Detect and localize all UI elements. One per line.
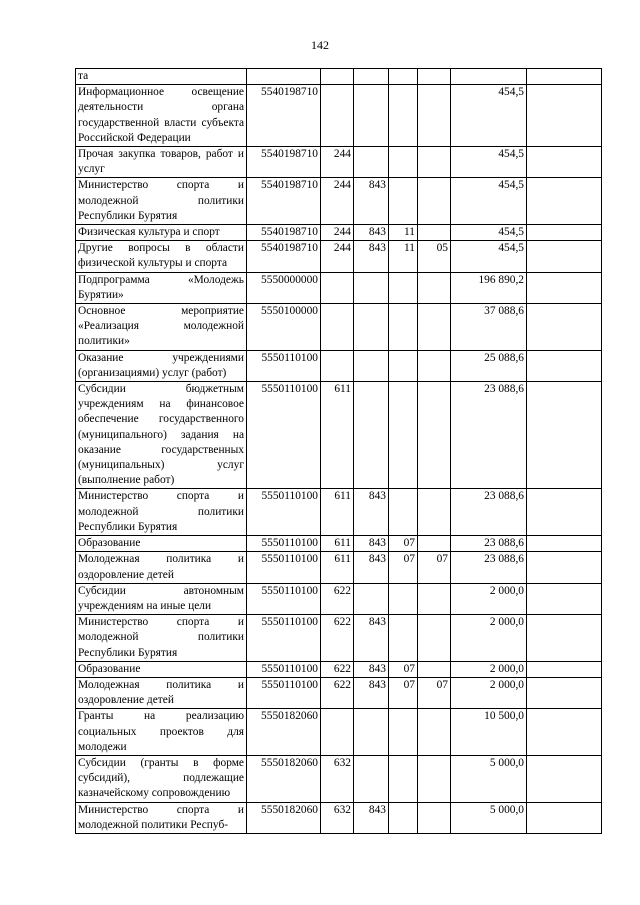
table-row [76, 661, 602, 677]
row-section [389, 709, 418, 756]
row-csr-code: 5550110100 [247, 677, 321, 708]
row-section: 07 [389, 552, 418, 583]
table-row [76, 489, 602, 536]
row-expense-type: 622 [321, 615, 354, 662]
row-csr-code: 5540198710 [247, 225, 321, 241]
row-csr-code: 5550182060 [247, 709, 321, 756]
row-expense-type: 611 [321, 489, 354, 536]
row-subsection [418, 615, 451, 662]
row-expense-type [321, 272, 354, 303]
row-amount: 454,5 [451, 147, 527, 178]
row-extra [527, 552, 602, 583]
row-ministry-code: 843 [354, 536, 389, 552]
row-csr-code: 5540198710 [247, 241, 321, 272]
row-subsection [418, 85, 451, 147]
row-csr-code [247, 69, 321, 85]
row-ministry-code [354, 709, 389, 756]
row-name: Молодежная политика и оздоровление детей [76, 552, 247, 583]
row-extra [527, 615, 602, 662]
row-ministry-code [354, 583, 389, 614]
row-ministry-code: 843 [354, 178, 389, 225]
row-subsection [418, 661, 451, 677]
table-row [76, 677, 602, 708]
row-expense-type: 244 [321, 147, 354, 178]
table-row [76, 536, 602, 552]
row-expense-type: 244 [321, 241, 354, 272]
row-csr-code: 5550182060 [247, 755, 321, 802]
table-body [76, 69, 602, 834]
row-subsection [418, 272, 451, 303]
table-row [76, 709, 602, 756]
row-extra [527, 69, 602, 85]
row-csr-code: 5550110100 [247, 350, 321, 381]
row-ministry-code [354, 85, 389, 147]
row-section [389, 272, 418, 303]
row-expense-type [321, 350, 354, 381]
row-amount: 5 000,0 [451, 802, 527, 833]
row-expense-type: 611 [321, 552, 354, 583]
row-section [389, 69, 418, 85]
row-extra [527, 85, 602, 147]
row-expense-type: 244 [321, 225, 354, 241]
row-section [389, 382, 418, 489]
row-amount: 454,5 [451, 225, 527, 241]
row-expense-type [321, 304, 354, 351]
row-extra [527, 755, 602, 802]
row-ministry-code: 843 [354, 615, 389, 662]
table-row [76, 755, 602, 802]
row-expense-type: 611 [321, 536, 354, 552]
row-section [389, 615, 418, 662]
row-csr-code: 5550000000 [247, 272, 321, 303]
row-subsection [418, 147, 451, 178]
row-extra [527, 178, 602, 225]
row-extra [527, 583, 602, 614]
row-csr-code: 5550110100 [247, 552, 321, 583]
row-subsection [418, 304, 451, 351]
row-subsection [418, 69, 451, 85]
row-extra [527, 709, 602, 756]
row-amount: 2 000,0 [451, 583, 527, 614]
row-name: Физическая культура и спорт [76, 225, 247, 241]
row-subsection [418, 225, 451, 241]
table-row [76, 147, 602, 178]
row-csr-code: 5550182060 [247, 802, 321, 833]
row-ministry-code [354, 755, 389, 802]
row-subsection [418, 802, 451, 833]
table-row [76, 802, 602, 833]
row-name: Образование [76, 536, 247, 552]
table-row [76, 69, 602, 85]
row-section [389, 304, 418, 351]
row-ministry-code [354, 272, 389, 303]
row-csr-code: 5550110100 [247, 615, 321, 662]
row-section: 07 [389, 661, 418, 677]
row-section: 07 [389, 677, 418, 708]
row-extra [527, 802, 602, 833]
row-subsection [418, 350, 451, 381]
row-name: Министерство спорта и молодежной политики Респуб- [76, 802, 247, 833]
row-expense-type [321, 709, 354, 756]
row-amount: 454,5 [451, 178, 527, 225]
row-extra [527, 350, 602, 381]
table-row [76, 583, 602, 614]
row-csr-code: 5540198710 [247, 85, 321, 147]
row-amount: 25 088,6 [451, 350, 527, 381]
row-name: Министерство спорта и молодежной политики Республики Бурятия [76, 615, 247, 662]
row-amount: 10 500,0 [451, 709, 527, 756]
row-ministry-code [354, 304, 389, 351]
row-subsection: 07 [418, 552, 451, 583]
row-extra [527, 272, 602, 303]
row-expense-type: 632 [321, 755, 354, 802]
row-section: 11 [389, 225, 418, 241]
row-section [389, 489, 418, 536]
row-subsection [418, 583, 451, 614]
row-name: Министерство спорта и молодежной политики Республики Бурятия [76, 489, 247, 536]
row-name: Субсидии бюджетным учреждениям на финансовое обеспечение государственного (муниципального) задания на оказание государственных (муниципальных) услуг (выполнение работ) [76, 382, 247, 489]
row-amount: 37 088,6 [451, 304, 527, 351]
row-amount: 23 088,6 [451, 536, 527, 552]
table-row [76, 85, 602, 147]
row-csr-code: 5550110100 [247, 661, 321, 677]
row-subsection [418, 709, 451, 756]
row-ministry-code: 843 [354, 489, 389, 536]
row-extra [527, 225, 602, 241]
row-extra [527, 304, 602, 351]
row-name: Основное мероприятие «Реализация молодежной политики» [76, 304, 247, 351]
row-amount: 454,5 [451, 85, 527, 147]
row-section [389, 350, 418, 381]
table-row [76, 615, 602, 662]
row-name: Гранты на реализацию социальных проектов для молодежи [76, 709, 247, 756]
row-ministry-code [354, 350, 389, 381]
row-extra [527, 382, 602, 489]
row-subsection: 05 [418, 241, 451, 272]
row-extra [527, 147, 602, 178]
row-ministry-code: 843 [354, 661, 389, 677]
row-expense-type: 611 [321, 382, 354, 489]
row-expense-type: 622 [321, 583, 354, 614]
row-extra [527, 677, 602, 708]
row-name: Образование [76, 661, 247, 677]
row-extra [527, 241, 602, 272]
row-amount: 2 000,0 [451, 615, 527, 662]
table-row [76, 225, 602, 241]
row-name: Прочая закупка товаров, работ и услуг [76, 147, 247, 178]
row-name: Министерство спорта и молодежной политики Республики Бурятия [76, 178, 247, 225]
row-csr-code: 5550110100 [247, 382, 321, 489]
row-section [389, 802, 418, 833]
row-section [389, 583, 418, 614]
row-csr-code: 5550110100 [247, 489, 321, 536]
row-name: та [76, 69, 247, 85]
budget-table [75, 68, 602, 834]
row-section: 07 [389, 536, 418, 552]
row-subsection [418, 536, 451, 552]
row-name: Подпрограмма «Молодежь Бурятии» [76, 272, 247, 303]
row-amount: 454,5 [451, 241, 527, 272]
row-extra [527, 536, 602, 552]
row-section [389, 85, 418, 147]
row-name: Молодежная политика и оздоровление детей [76, 677, 247, 708]
row-ministry-code [354, 147, 389, 178]
row-amount: 23 088,6 [451, 382, 527, 489]
table-row [76, 304, 602, 351]
row-name: Оказание учреждениями (организациями) услуг (работ) [76, 350, 247, 381]
row-expense-type: 622 [321, 677, 354, 708]
row-subsection [418, 382, 451, 489]
row-ministry-code: 843 [354, 677, 389, 708]
row-expense-type: 244 [321, 178, 354, 225]
row-amount: 23 088,6 [451, 489, 527, 536]
row-amount: 196 890,2 [451, 272, 527, 303]
table-row [76, 272, 602, 303]
row-csr-code: 5540198710 [247, 178, 321, 225]
row-amount [451, 69, 527, 85]
row-subsection [418, 755, 451, 802]
row-section [389, 755, 418, 802]
row-name: Субсидии (гранты в форме субсидий), подлежащие казначейскому сопровождению [76, 755, 247, 802]
row-csr-code: 5550100000 [247, 304, 321, 351]
row-extra [527, 661, 602, 677]
row-section [389, 178, 418, 225]
row-csr-code: 5550110100 [247, 583, 321, 614]
row-ministry-code [354, 382, 389, 489]
row-expense-type: 632 [321, 802, 354, 833]
row-csr-code: 5550110100 [247, 536, 321, 552]
row-subsection: 07 [418, 677, 451, 708]
row-section: 11 [389, 241, 418, 272]
row-ministry-code: 843 [354, 225, 389, 241]
row-ministry-code: 843 [354, 241, 389, 272]
row-name: Субсидии автономным учреждениям на иные цели [76, 583, 247, 614]
row-section [389, 147, 418, 178]
row-subsection [418, 489, 451, 536]
row-ministry-code: 843 [354, 802, 389, 833]
row-ministry-code [354, 69, 389, 85]
table-row [76, 241, 602, 272]
row-extra [527, 489, 602, 536]
row-amount: 2 000,0 [451, 661, 527, 677]
row-name: Другие вопросы в области физической культуры и спорта [76, 241, 247, 272]
row-expense-type [321, 85, 354, 147]
table-row [76, 350, 602, 381]
row-csr-code: 5540198710 [247, 147, 321, 178]
row-ministry-code: 843 [354, 552, 389, 583]
table-row [76, 382, 602, 489]
row-amount: 23 088,6 [451, 552, 527, 583]
row-amount: 2 000,0 [451, 677, 527, 708]
row-amount: 5 000,0 [451, 755, 527, 802]
table-row [76, 552, 602, 583]
row-name: Информационное освещение деятельности органа государственной власти субъекта Российской Федерации [76, 85, 247, 147]
page-number: 142 [311, 38, 329, 52]
table-row [76, 178, 602, 225]
row-subsection [418, 178, 451, 225]
row-expense-type [321, 69, 354, 85]
row-expense-type: 622 [321, 661, 354, 677]
